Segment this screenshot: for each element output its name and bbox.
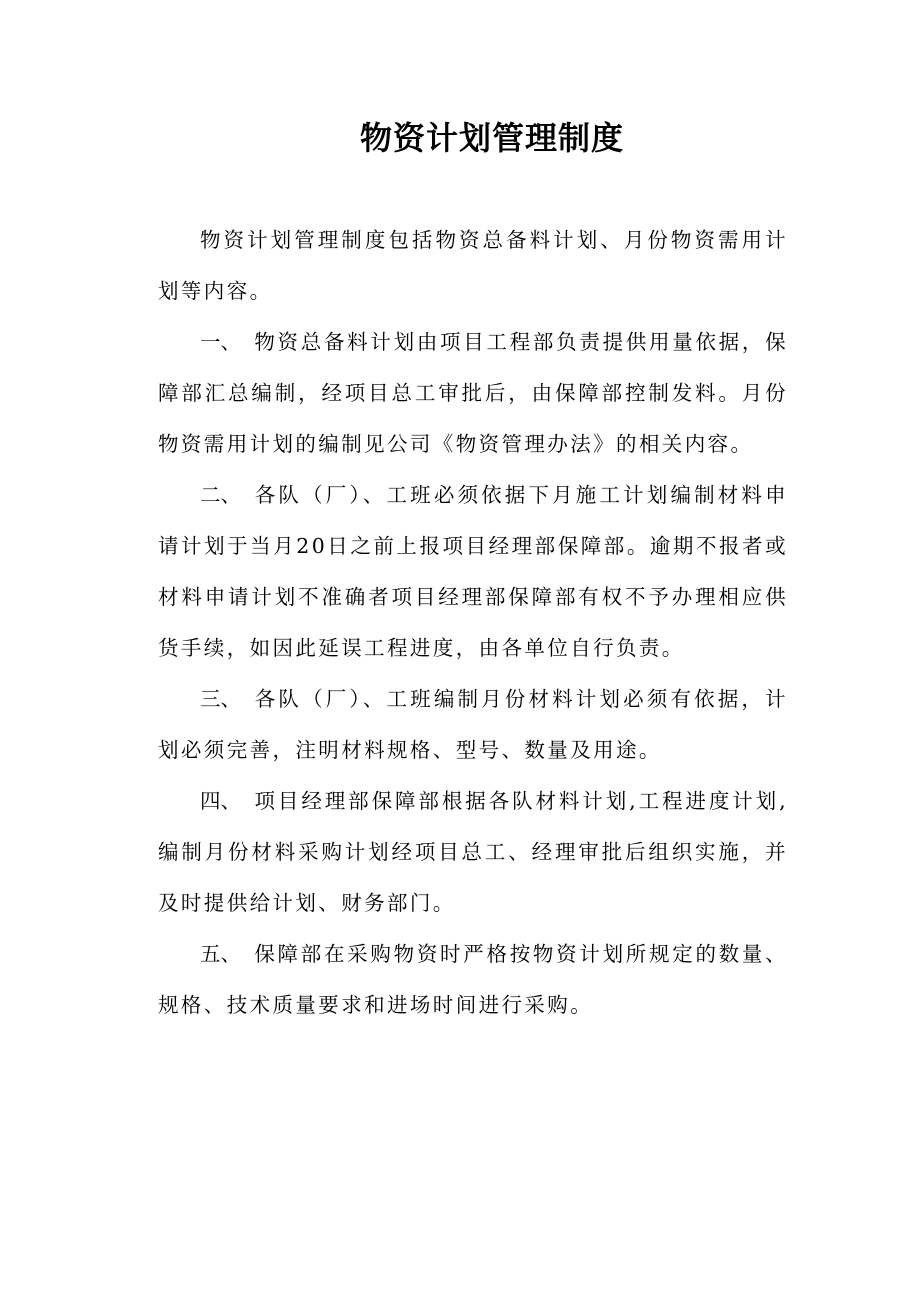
document-body — [158, 215, 788, 1031]
section-3-paragraph — [158, 674, 788, 776]
section-3-text: 各队（厂）、工班编制月份材料计划必须有依据，计划必须完善，注明材料规格、型号、数量及用途。 — [158, 687, 788, 762]
section-1-paragraph — [158, 317, 788, 470]
section-2-number: 二、 — [200, 483, 241, 507]
intro-paragraph: 物资计划管理制度包括物资总备料计划、月份物资需用计划等内容。 — [158, 228, 788, 303]
section-3-number: 三、 — [200, 687, 241, 711]
section-1-text: 物资总备料计划由项目工程部负责提供用量依据，保障部汇总编制，经项目总工审批后，由保障部控制发料。月份物资需用计划的编制见公司《物资管理办法》的相关内容。 — [158, 330, 788, 456]
section-4-number: 四、 — [200, 789, 241, 813]
section-1-number: 一、 — [200, 330, 241, 354]
section-5-paragraph — [158, 929, 788, 1031]
section-4-text: 项目经理部保障部根据各队材料计划,工程进度计划,编制月份材料采购计划经项目总工、经理审批后组织实施，并及时提供给计划、财务部门。 — [158, 789, 788, 915]
section-5-number: 五、 — [200, 942, 241, 966]
document-title: 物资计划管理制度 — [359, 119, 624, 157]
section-2-paragraph — [158, 470, 788, 674]
section-5-text: 保障部在采购物资时严格按物资计划所规定的数量、规格、技术质量要求和进场时间进行采购。 — [158, 942, 788, 1017]
section-4-paragraph — [158, 776, 788, 929]
section-2-text: 各队（厂）、工班必须依据下月施工计划编制材料申请计划于当月20日之前上报项目经理部保障部。逾期不报者或材料申请计划不准确者项目经理部保障部有权不予办理相应供货手续，如因此延误工程进度，由各单位自行负责。 — [158, 483, 788, 660]
